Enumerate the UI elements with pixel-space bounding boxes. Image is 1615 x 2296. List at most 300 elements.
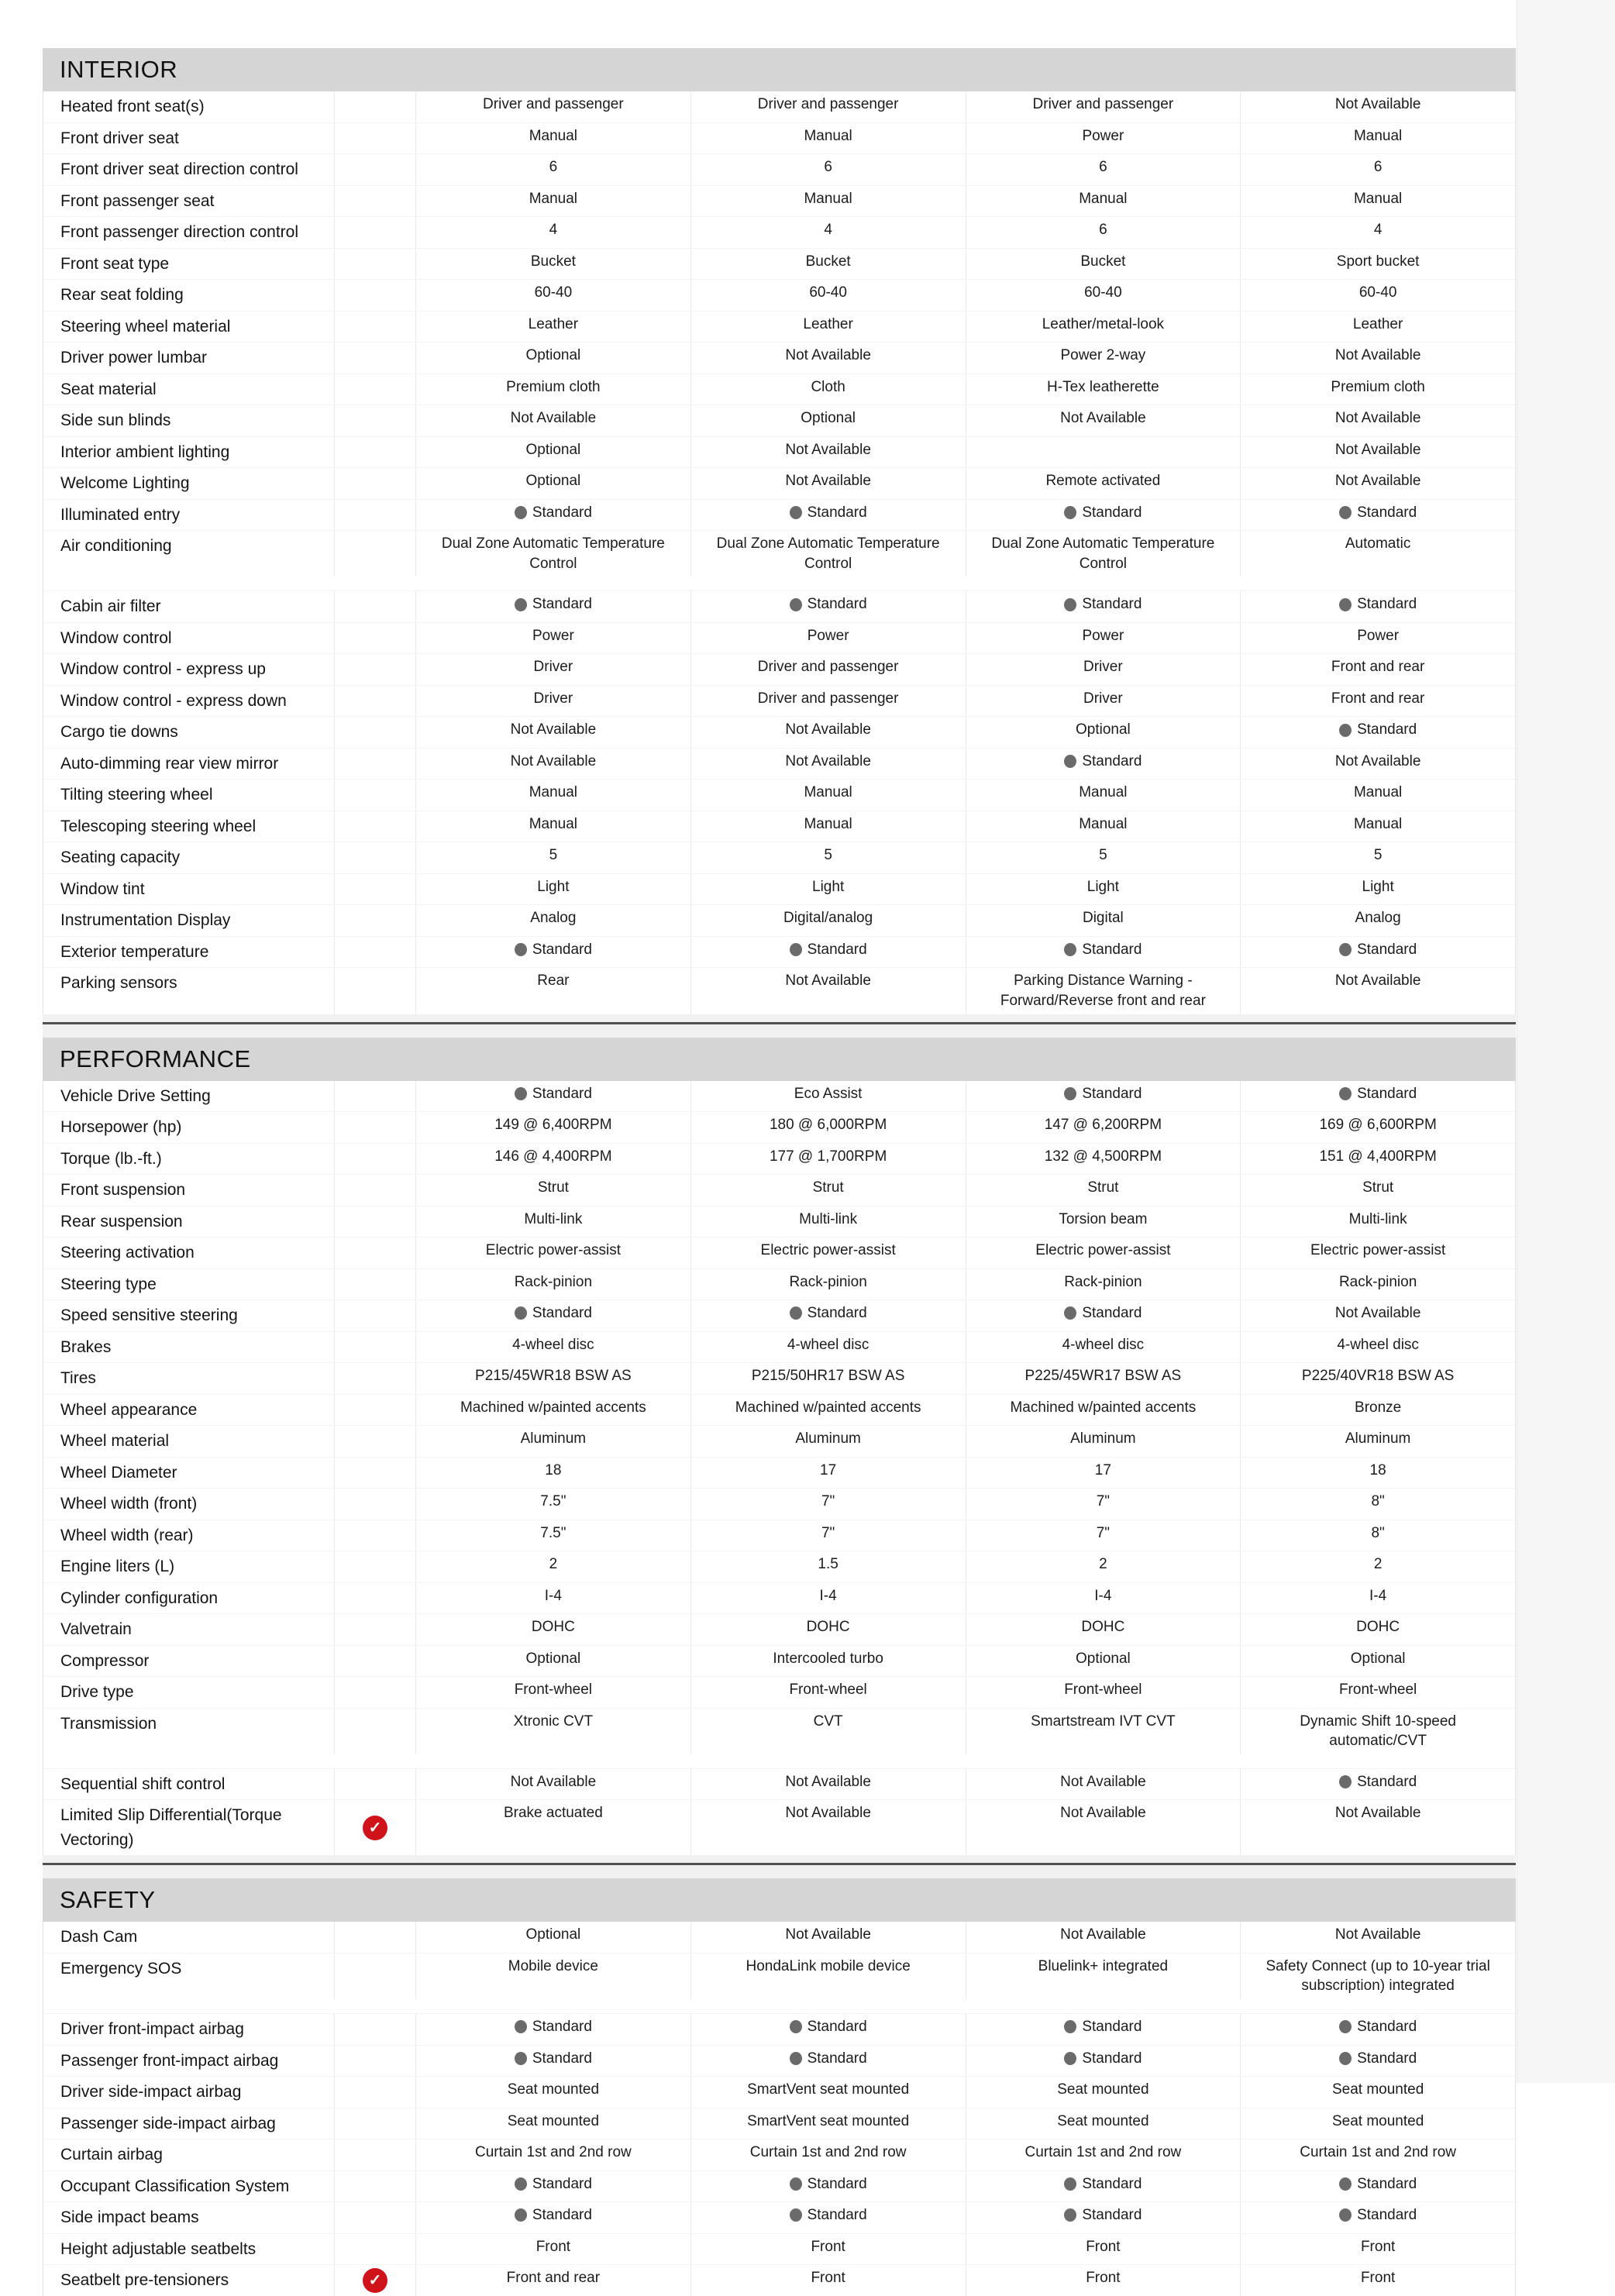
spec-value [1240,2014,1515,2045]
spec-value: Seat mounted [1240,2077,1515,2108]
spec-value: Manual [1240,811,1515,842]
feature-check-cell-empty [334,1332,415,1363]
spec-row [43,1799,1515,1855]
spec-row [43,748,1515,780]
feature-check-cell-empty [334,1112,415,1143]
spec-value: Manual [690,811,966,842]
standard-dot-icon [790,2020,802,2033]
spec-value: Front-wheel [966,1677,1241,1708]
spec-label: Wheel Diameter [60,1463,177,1482]
feature-check-cell-empty [334,1583,415,1614]
spec-value: 8" [1240,1489,1515,1520]
spec-label: Seating capacity [60,849,181,867]
spec-value: Driver and passenger [690,654,966,685]
spec-value: HondaLink mobile device [690,1953,966,1999]
spec-value: Front [966,2234,1241,2265]
spec-row [43,2233,1515,2265]
spec-value: Bucket [415,249,690,280]
spec-row [43,1953,1515,2013]
spec-value [966,1081,1241,1112]
spec-value [1240,717,1515,748]
spec-value: P215/45WR18 BSW AS [415,1363,690,1394]
spec-value [415,937,690,968]
spec-value: 6 [415,154,690,185]
standard-label: Standard [1082,2207,1142,2224]
feature-check-cell-empty [334,1426,415,1457]
standard-label: Standard [807,2050,867,2067]
spec-row [43,1582,1515,1614]
feature-check-cell-empty [334,1953,415,1999]
spec-row [43,811,1515,842]
spec-row [43,1268,1515,1300]
spec-label: Seat material [60,380,157,398]
standard-dot-icon [515,1306,527,1320]
spec-value: Aluminum [1240,1426,1515,1457]
spec-row [43,590,1515,622]
spec-value [966,2046,1241,2077]
spec-label: Window control - express up [60,660,266,679]
feature-check-cell-empty [334,1769,415,1800]
spec-row [43,2170,1515,2202]
feature-check-cell-empty [334,2046,415,2077]
spec-value: Front [966,2265,1241,2296]
section-header: SAFETY [43,1878,1516,1922]
spec-value: Not Available [1240,343,1515,373]
standard-label: Standard [1357,941,1417,958]
spec-row [43,1206,1515,1237]
spec-label: Emergency SOS [60,1959,182,1978]
feature-check-cell-empty [334,1551,415,1582]
spec-row [43,311,1515,343]
spec-row [43,1394,1515,1426]
spec-value: Seat mounted [966,2108,1241,2139]
spec-value: Manual [1240,780,1515,811]
spec-value: Curtain 1st and 2nd row [690,2139,966,2170]
feature-check-cell-empty [334,874,415,905]
feature-check-cell-empty [334,1395,415,1426]
spec-value: Optional [966,1646,1241,1677]
spec-value: Multi-link [415,1207,690,1237]
spec-value: 17 [690,1458,966,1489]
spec-value: Strut [415,1175,690,1206]
spec-value: Optional [966,717,1241,748]
feature-check-cell-empty [334,811,415,842]
spec-value [1240,591,1515,622]
spec-label: Brakes [60,1337,112,1356]
spec-value: 151 @ 4,400RPM [1240,1144,1515,1175]
spec-value: Rack-pinion [1240,1269,1515,1300]
spec-value: Not Available [1240,468,1515,499]
standard-label: Standard [1082,504,1142,521]
spec-value: 147 @ 6,200RPM [966,1112,1241,1143]
spec-row [43,904,1515,936]
feature-check-cell-empty [334,1489,415,1520]
spec-row [43,185,1515,217]
spec-value: Manual [690,123,966,154]
standard-dot-icon [515,1087,527,1100]
spec-value: Rear [415,968,690,1014]
spec-value: 7" [690,1489,966,1520]
spec-value: Power [690,623,966,654]
standard-dot-icon [1339,2052,1352,2065]
standard-label: Standard [532,1085,592,1102]
standard-dot-icon [790,506,802,519]
spec-value: DOHC [1240,1614,1515,1645]
spec-value: Front and rear [1240,654,1515,685]
standard-indicator [515,940,592,960]
feature-check-cell-empty [334,749,415,780]
vehicle-comparison-table [43,48,1516,2296]
spec-value [415,591,690,622]
spec-value: DOHC [415,1614,690,1645]
standard-dot-icon [1339,2020,1352,2033]
spec-label: Rear suspension [60,1212,183,1231]
spec-value: 8" [1240,1520,1515,1551]
spec-value: Front-wheel [415,1677,690,1708]
spec-value: Not Available [415,1769,690,1800]
standard-label: Standard [532,504,592,521]
standard-indicator [790,2017,867,2037]
spec-row [43,653,1515,685]
spec-value: Not Available [1240,437,1515,468]
spec-value [690,2014,966,2045]
spec-value: P215/50HR17 BSW AS [690,1363,966,1394]
spec-label: Vehicle Drive Setting [60,1086,211,1105]
spec-value: Not Available [690,437,966,468]
spec-value: 60-40 [415,280,690,311]
spec-row [43,2108,1515,2139]
spec-value [966,937,1241,968]
spec-value [415,500,690,531]
standard-indicator [1339,2049,1417,2069]
standard-dot-icon [1339,1775,1352,1788]
spec-value: Bronze [1240,1395,1515,1426]
spec-value: Strut [1240,1175,1515,1206]
spec-row [43,2264,1515,2296]
spec-label: Driver side-impact airbag [60,2083,242,2102]
standard-label: Standard [1357,2207,1417,2224]
spec-value [966,749,1241,780]
spec-value: 2 [415,1551,690,1582]
spec-value: Not Available [1240,405,1515,436]
spec-label: Cylinder configuration [60,1589,219,1607]
spec-label: Steering wheel material [60,317,231,336]
spec-row [43,1768,1515,1800]
spec-value [415,2014,690,2045]
spec-value: Remote activated [966,468,1241,499]
spec-row [43,122,1515,154]
spec-label: Driver power lumbar [60,349,208,367]
spec-label: Front driver seat direction control [60,160,298,178]
spec-value [690,2046,966,2077]
standard-indicator [1339,2205,1417,2225]
standard-indicator [1064,2017,1142,2037]
spec-value: Driver [415,686,690,717]
spec-value: Power [966,123,1241,154]
spec-label: Front suspension [60,1181,186,1200]
spec-value: Seat mounted [1240,2108,1515,2139]
feature-check-cell-empty [334,468,415,499]
standard-dot-icon [790,943,802,956]
spec-label: Auto-dimming rear view mirror [60,754,279,773]
spec-value: Leather [690,312,966,343]
spec-value: Not Available [415,717,690,748]
standard-indicator [1339,1084,1417,1104]
spec-label: Front passenger direction control [60,223,298,241]
standard-label: Standard [807,941,867,958]
spec-value: Not Available [690,968,966,1014]
feature-check-cell-empty [334,1081,415,1112]
spec-value: Not Available [415,749,690,780]
feature-check-cell-empty [334,280,415,311]
spec-row [43,1331,1515,1363]
spec-value: Optional [415,1646,690,1677]
spec-value: Machined w/painted accents [966,1395,1241,1426]
spec-label: Window tint [60,880,145,898]
spec-row [43,342,1515,373]
spec-value: Smartstream IVT CVT [966,1709,1241,1754]
standard-indicator [515,2017,592,2037]
spec-row [43,1237,1515,1268]
section-end-line [43,1014,1516,1024]
spec-row [43,248,1515,280]
feature-check-cell-empty [334,1300,415,1331]
standard-indicator [1064,594,1142,614]
feature-check-cell-empty [334,654,415,685]
spec-value: Manual [415,780,690,811]
spec-value: Dual Zone Automatic Temperature Control [690,531,966,577]
spec-value [415,2171,690,2202]
standard-label: Standard [1357,1085,1417,1102]
spec-value: Front [415,2234,690,2265]
spec-row [43,685,1515,717]
spec-value: Leather/metal-look [966,312,1241,343]
feature-check-cell-empty [334,937,415,968]
standard-indicator [790,594,867,614]
spec-value [690,591,966,622]
feature-check-cell-empty [334,1614,415,1645]
standard-label: Standard [807,504,867,521]
standard-label: Standard [1357,2175,1417,2192]
standard-indicator [1064,940,1142,960]
spec-value: Power [966,623,1241,654]
standard-indicator [790,1303,867,1324]
spec-value: DOHC [690,1614,966,1645]
standard-indicator [1064,503,1142,523]
section-safety [43,1878,1516,2295]
feature-check-cell-empty [334,154,415,185]
spec-label: Driver front-impact airbag [60,2020,244,2039]
spec-value: Front [1240,2234,1515,2265]
standard-dot-icon [1339,943,1352,956]
spec-value: Not Available [966,1769,1241,1800]
spec-value: Automatic [1240,531,1515,577]
spec-label: Transmission [60,1714,157,1733]
spec-value [966,500,1241,531]
spec-row [43,1299,1515,1331]
spec-value: Power 2-way [966,343,1241,373]
section-gap [43,1865,1516,1878]
standard-label: Standard [1082,2050,1142,2067]
spec-value: Electric power-assist [966,1237,1241,1268]
spec-value: Not Available [1240,91,1515,122]
spec-value: Seat mounted [966,2077,1241,2108]
standard-dot-icon [515,598,527,611]
standard-label: Standard [1357,2050,1417,2067]
spec-row [43,1676,1515,1708]
standard-dot-icon [515,2020,527,2033]
spec-label: Sequential shift control [60,1774,226,1793]
standard-dot-icon [790,1306,802,1320]
feature-check-cell-empty [334,2014,415,2045]
red-check-icon: ✓ [363,1816,387,1840]
spec-row [43,279,1515,311]
spec-value: Leather [415,312,690,343]
standard-indicator [1339,940,1417,960]
standard-indicator [790,2205,867,2225]
spec-value: Light [966,874,1241,905]
feature-check-cell-empty [334,405,415,436]
spec-value: I-4 [1240,1583,1515,1614]
spec-value [1240,2171,1515,2202]
spec-label: Passenger side-impact airbag [60,2114,276,2132]
feature-check-cell-empty [334,91,415,122]
spec-value: Driver [966,654,1241,685]
spec-value: Eco Assist [690,1081,966,1112]
standard-label: Standard [1082,2175,1142,2192]
spec-label: Illuminated entry [60,505,181,524]
standard-label: Standard [1357,721,1417,738]
spec-value: Xtronic CVT [415,1709,690,1754]
spec-value: Front-wheel [1240,1677,1515,1708]
spec-value: Digital [966,905,1241,936]
spec-value: Brake actuated [415,1800,690,1855]
standard-label: Standard [532,596,592,613]
feature-check-cell-empty [334,374,415,405]
spec-value: Manual [966,811,1241,842]
spec-value: 169 @ 6,600RPM [1240,1112,1515,1143]
spec-value: 149 @ 6,400RPM [415,1112,690,1143]
feature-check-cell-empty [334,1677,415,1708]
standard-dot-icon [1339,2208,1352,2222]
standard-indicator [1064,2205,1142,2225]
standard-dot-icon [1064,506,1076,519]
spec-label: Speed sensitive steering [60,1306,238,1325]
spec-row [43,1362,1515,1394]
spec-row [43,1111,1515,1143]
spec-label: Compressor [60,1651,150,1670]
spec-value: Rack-pinion [690,1269,966,1300]
spec-value: Power [1240,623,1515,654]
spec-value: Multi-link [690,1207,966,1237]
spec-label: Steering type [60,1275,157,1293]
spec-label: Wheel width (front) [60,1495,198,1513]
spec-value [1240,937,1515,968]
spec-value: Sport bucket [1240,249,1515,280]
standard-indicator [1064,2049,1142,2069]
spec-value: Intercooled turbo [690,1646,966,1677]
spec-value [966,2171,1241,2202]
spec-label: Torque (lb.-ft.) [60,1149,162,1168]
standard-label: Standard [1082,1085,1142,1102]
feature-check-cell-empty [334,1922,415,1953]
standard-indicator [1064,2174,1142,2194]
standard-indicator [1339,720,1417,740]
spec-value: Dual Zone Automatic Temperature Control [966,531,1241,577]
spec-label: Welcome Lighting [60,474,190,492]
spec-value: Not Available [966,1800,1241,1855]
standard-label: Standard [807,2207,867,2224]
spec-label: Side sun blinds [60,411,171,429]
spec-value: Front [1240,2265,1515,2296]
spec-value [415,2202,690,2233]
spec-label: Valvetrain [60,1620,132,1639]
feature-check-cell-empty [334,2139,415,2170]
spec-value: 1.5 [690,1551,966,1582]
spec-row [43,2201,1515,2233]
feature-check-cell-empty [334,343,415,373]
feature-check-cell-empty [334,780,415,811]
spec-value: Manual [690,780,966,811]
spec-value: I-4 [966,1583,1241,1614]
spec-label: Steering activation [60,1244,195,1262]
spec-value: Seat mounted [415,2077,690,2108]
spec-value: Parking Distance Warning - Forward/Reverse front and rear [966,968,1241,1014]
standard-indicator [1064,1084,1142,1104]
spec-label: Heated front seat(s) [60,98,205,115]
spec-row [43,2013,1515,2045]
spec-row [43,404,1515,436]
spec-value: Light [415,874,690,905]
spec-value: Multi-link [1240,1207,1515,1237]
spec-value [1240,1769,1515,1800]
spec-value: 5 [690,842,966,873]
spec-value: Not Available [1240,1800,1515,1855]
spec-value: Seat mounted [415,2108,690,2139]
spec-row [43,2139,1515,2170]
feature-check-cell-empty [334,842,415,873]
spec-value: 5 [966,842,1241,873]
spec-value: 7" [966,1489,1241,1520]
spec-value: Leather [1240,312,1515,343]
feature-check-cell-empty [334,249,415,280]
spec-value: Manual [415,811,690,842]
standard-dot-icon [1064,2020,1076,2033]
spec-row [43,622,1515,654]
spec-value [966,1300,1241,1331]
spec-value: Not Available [690,1922,966,1953]
standard-dot-icon [1339,724,1352,737]
spec-label: Curtain airbag [60,2146,163,2164]
standard-indicator [515,2205,592,2225]
spec-value: Optional [415,1922,690,1953]
spec-value: Not Available [1240,749,1515,780]
feature-check-cell-empty [334,1646,415,1677]
section-gap [43,1024,1516,1038]
red-check-icon: ✓ [363,2268,387,2293]
spec-value: Electric power-assist [415,1237,690,1268]
spec-label: Cabin air filter [60,597,161,616]
standard-label: Standard [1357,1773,1417,1790]
spec-value: Manual [415,186,690,217]
spec-label: Parking sensors [60,974,177,993]
standard-label: Standard [532,2175,592,2192]
spec-value: 5 [415,842,690,873]
spec-value [690,2202,966,2233]
spec-value: Not Available [966,1922,1241,1953]
feature-check-cell-empty [334,717,415,748]
feature-check-cell-empty [334,1363,415,1394]
